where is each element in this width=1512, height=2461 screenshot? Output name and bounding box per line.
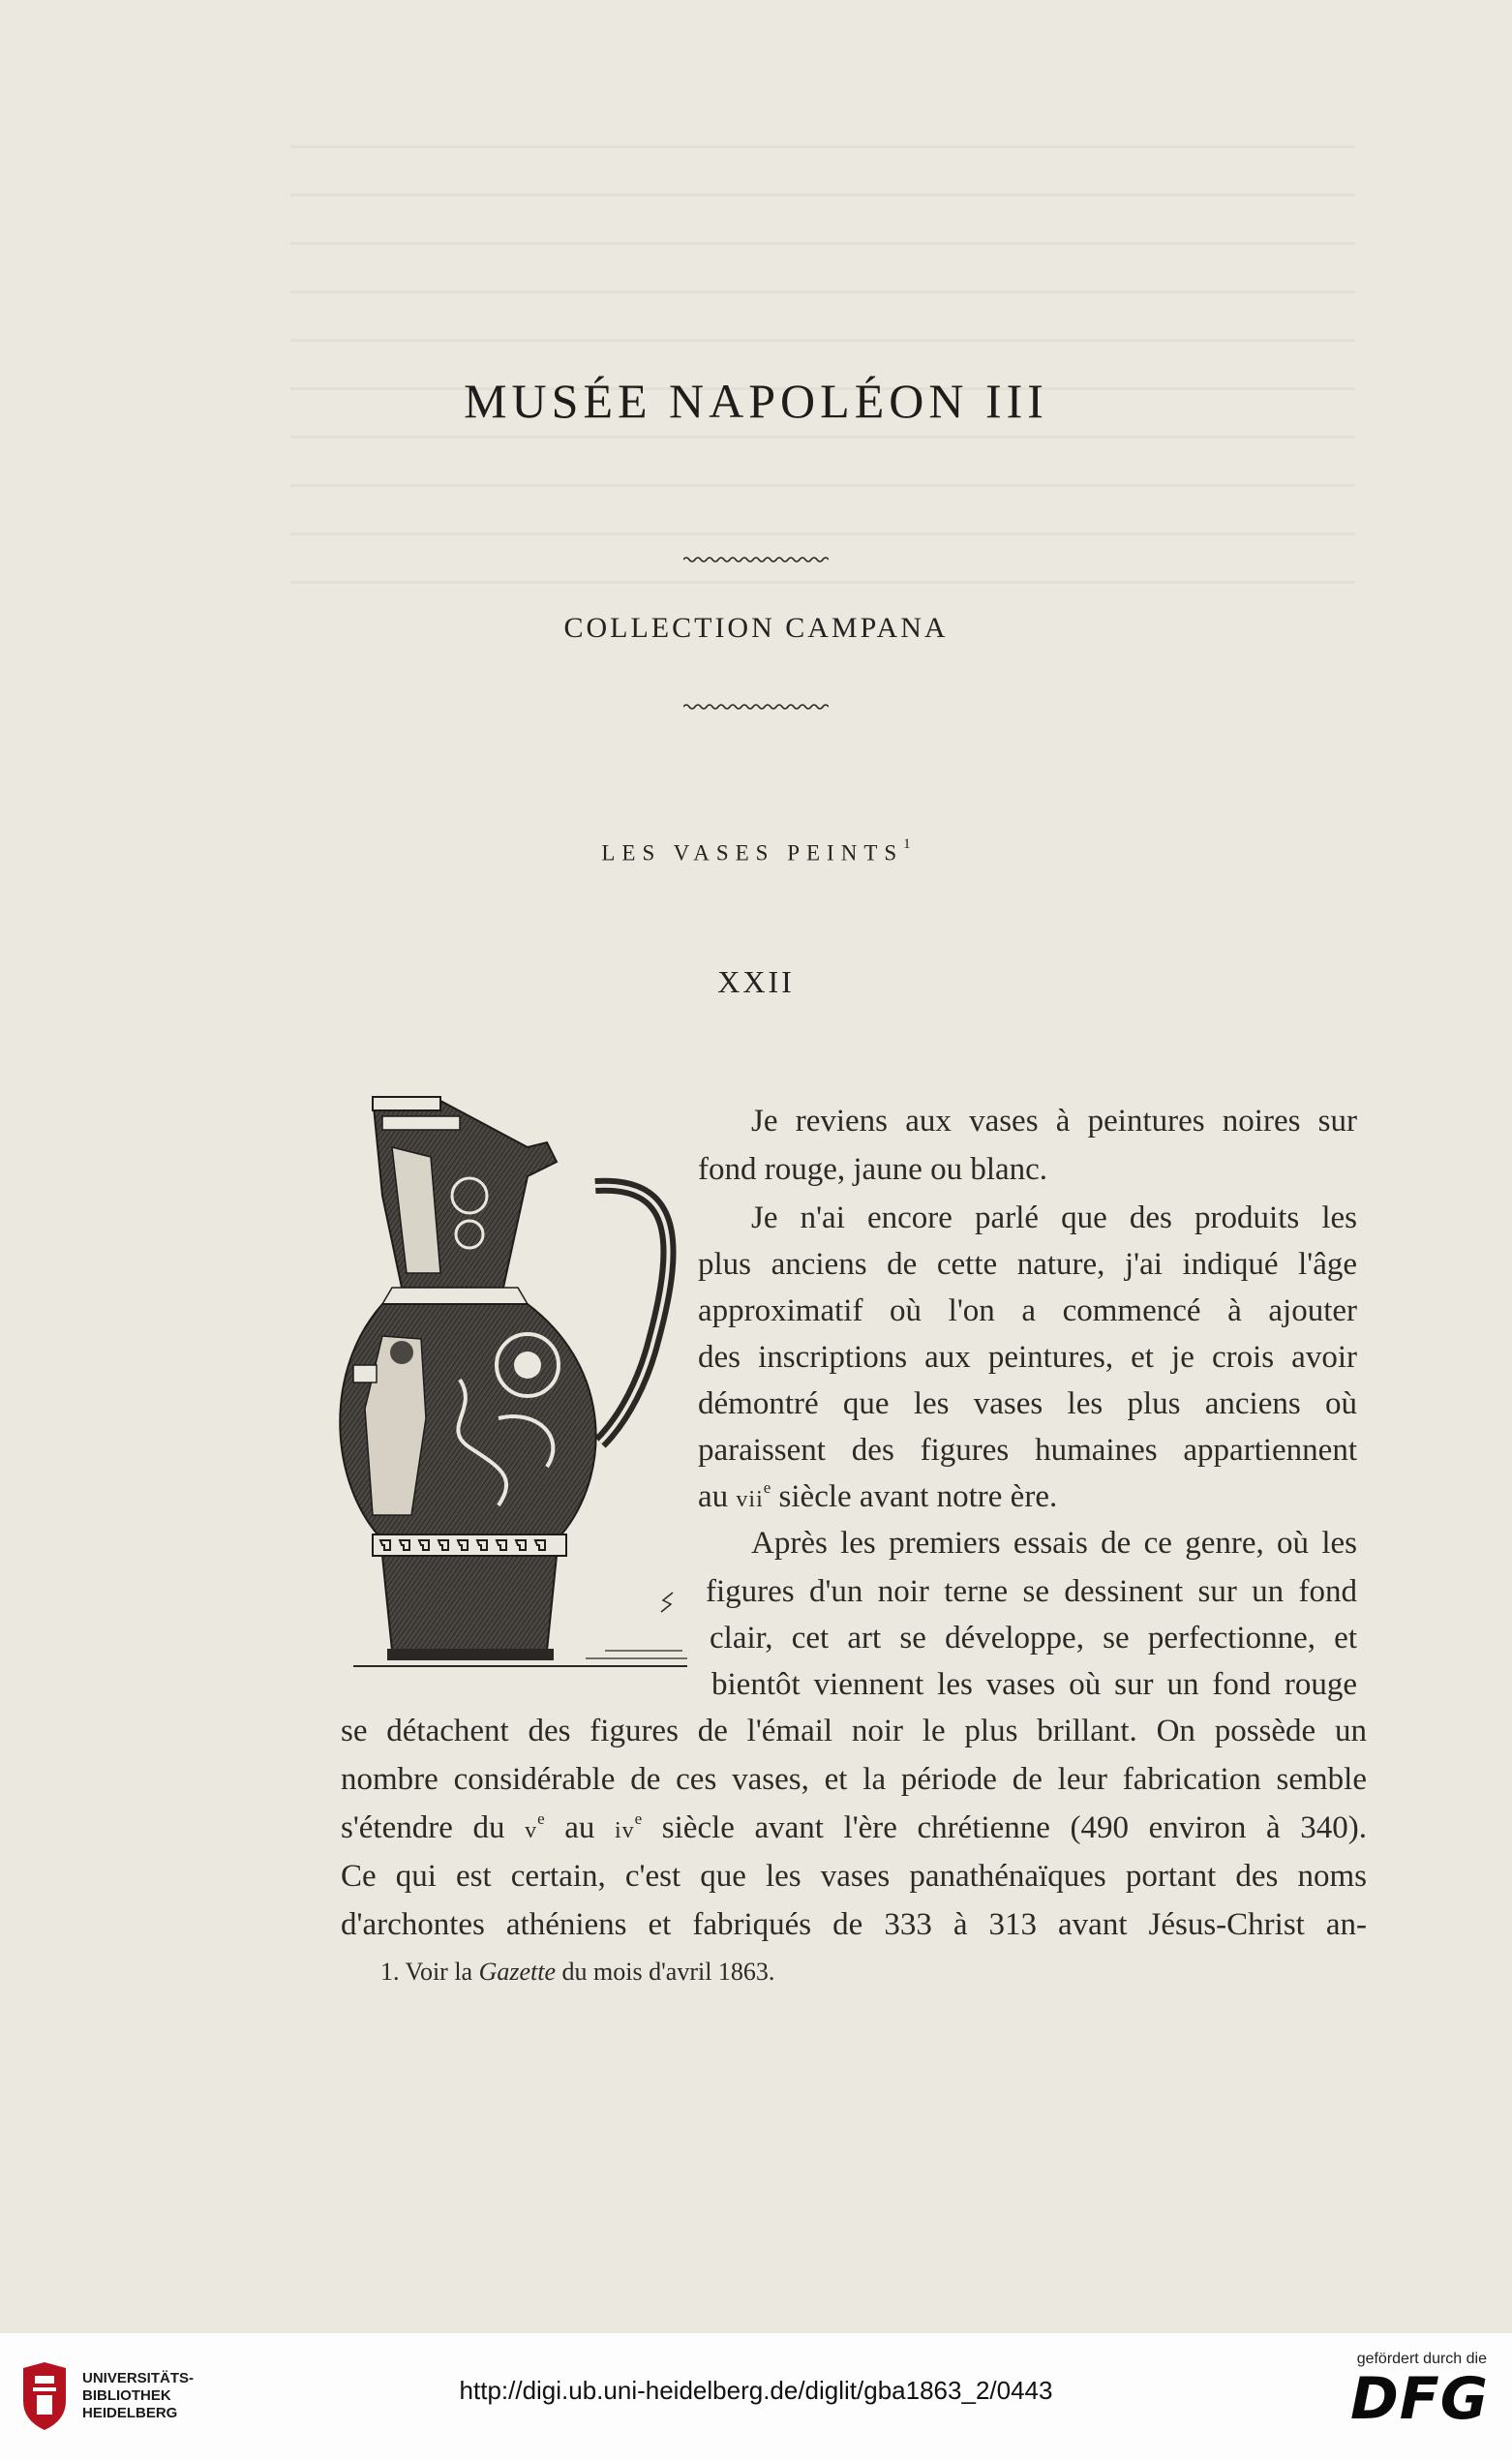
funder-label: gefördert durch die <box>1356 2351 1487 2367</box>
text-line-7: démontré que les vases les plus anciens où <box>698 1386 1357 1421</box>
text-span: siècle avant l'ère chrétienne (490 environ à 340). <box>642 1810 1368 1845</box>
text-span: siècle avant notre ère. <box>771 1479 1058 1514</box>
text-line-16 <box>341 1809 1368 1845</box>
text-line-18: d'archontes athéniens et fabriqués de 333 à 313 avant Jésus-Christ an- <box>341 1907 1367 1942</box>
text-line-6: des inscriptions aux peintures, et je crois avoir <box>698 1340 1357 1375</box>
footnote-italic-title: Gazette <box>478 1958 557 1986</box>
text-line-8: paraissent des figures humaines appartiennent <box>698 1433 1357 1468</box>
text-span: au <box>698 1479 737 1514</box>
library-name-line: UNIVERSITÄTS- <box>82 2370 195 2386</box>
footnote-text-end: du mois d'avril 1863. <box>561 1958 775 1986</box>
text-line-13: bientôt viennent les vases où sur un fond rouge <box>711 1667 1357 1702</box>
funder-logo: DFG <box>1349 2365 1489 2433</box>
library-name-line: BIBLIOTHEK <box>82 2387 171 2404</box>
chapter-number: XXII <box>717 964 795 999</box>
text-span: s'étendre du <box>341 1810 526 1845</box>
ornamental-rule-bottom <box>683 703 829 711</box>
footnote-text: Voir la <box>405 1958 473 1986</box>
footnote <box>380 1958 774 1987</box>
text-line-15: nombre considérable de ces vases, et la période de leur fabrication semble <box>341 1762 1367 1797</box>
text-span: au <box>544 1810 615 1845</box>
page-title: MUSÉE NAPOLÉON III <box>464 374 1048 428</box>
ordinal-superscript: e <box>634 1809 643 1828</box>
text-line-14: se détachent des figures de l'émail noir le plus brillant. On possède un <box>341 1714 1367 1748</box>
ordinal-superscript: e <box>763 1478 771 1497</box>
text-line-3: Je n'ai encore parlé que des produits les <box>751 1200 1357 1235</box>
text-line-10: Après les premiers essais de ce genre, où les <box>751 1526 1357 1561</box>
section-heading <box>0 836 1512 866</box>
footnote-marker: 1 <box>903 836 911 852</box>
text-line-4: plus anciens de cette nature, j'ai indiqué l'âge <box>698 1247 1357 1282</box>
text-line-2: fond rouge, jaune ou blanc. <box>698 1152 1048 1187</box>
text-line-12: clair, cet art se développe, se perfectionne, et <box>710 1621 1357 1656</box>
ornamental-rule-top <box>683 556 829 563</box>
section-heading-text: LES VASES PEINTS <box>601 840 904 866</box>
roman-numeral: vii <box>736 1487 764 1512</box>
vase-engraving <box>334 1089 692 1680</box>
text-line-11: figures d'un noir terne se dessinent sur un fond <box>706 1574 1357 1609</box>
text-line-5: approximatif où l'on a commencé à ajouter <box>698 1293 1357 1328</box>
roman-numeral: v <box>525 1818 538 1843</box>
permalink-url[interactable]: http://digi.ub.uni-heidelberg.de/diglit/gba1863_2/0443 <box>459 2376 1053 2405</box>
text-line-17: Ce qui est certain, c'est que les vases panathénaïques portant des noms <box>341 1859 1367 1894</box>
ordinal-superscript: e <box>537 1809 545 1828</box>
text-line-1: Je reviens aux vases à peintures noires sur <box>751 1104 1357 1139</box>
roman-numeral: iv <box>614 1818 635 1843</box>
footnote-number: 1. <box>380 1958 400 1986</box>
library-name-line: HEIDELBERG <box>82 2405 178 2421</box>
collection-subtitle: COLLECTION CAMPANA <box>563 612 949 644</box>
text-line-9 <box>698 1478 1058 1514</box>
